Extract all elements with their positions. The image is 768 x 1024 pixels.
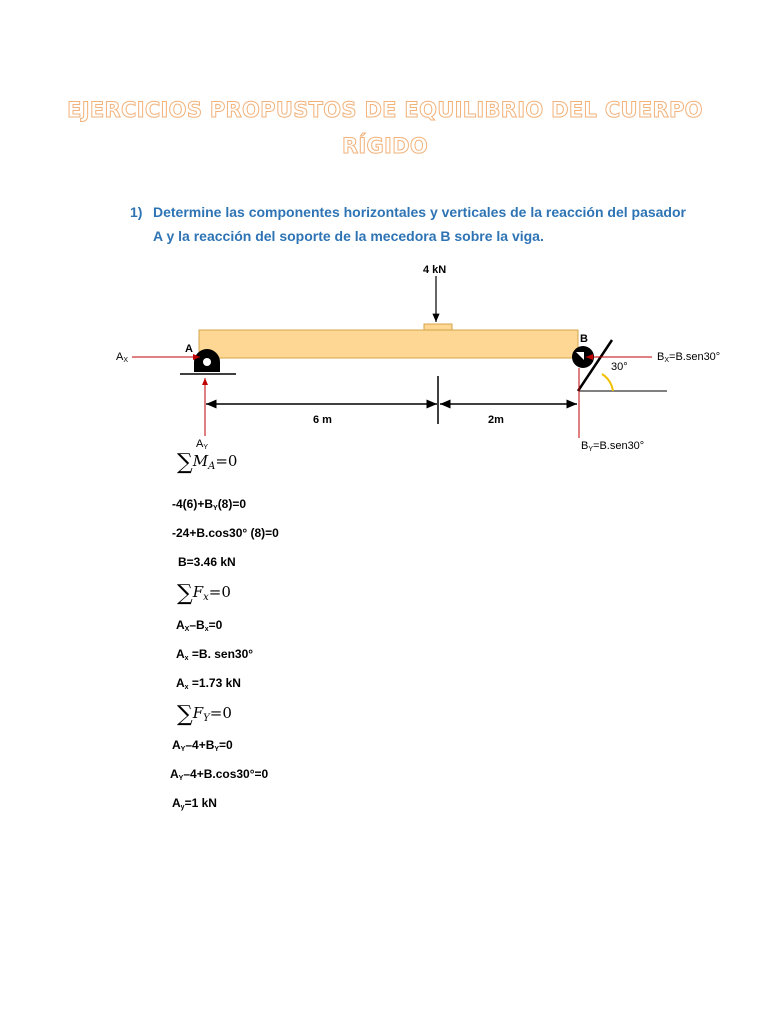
ax-label: $A_X$ xyxy=(116,351,129,364)
page-title: EJERCICIOS PROPUSTOS DE EQUILIBRIO DEL CUERPO RÍGIDO xyxy=(67,98,703,158)
a-label: A xyxy=(185,343,193,355)
dimension-2m-label: 2m xyxy=(488,414,504,426)
load-label: 4 kN xyxy=(423,264,447,276)
equation-3: B=3.46 kN xyxy=(178,555,236,569)
equation-4: $A_X-B_x=0$ xyxy=(176,618,223,633)
angle-arc xyxy=(602,374,613,391)
ay-label: $A_Y$ xyxy=(196,438,209,451)
load-plate xyxy=(424,324,452,330)
equation-7: $A_Y-4+B_Y=0$ xyxy=(172,738,233,753)
rocker-support-b xyxy=(572,340,612,391)
beam-diagram xyxy=(0,0,768,470)
equation-6: $A_x =1.73$ kN xyxy=(176,676,241,691)
equation-2: -24+B.cos30° (8)=0 xyxy=(172,526,279,540)
angle-label: 30° xyxy=(611,361,628,373)
sum-forces-y: $\sum F_Y=0$ xyxy=(177,702,232,727)
sum-forces-x: $\sum F_x=0$ xyxy=(177,581,231,606)
bx-label: $B_X=B.sen30^\circ$ xyxy=(657,351,721,364)
problem-text: Determine las componentes horizontales y verticales de la reacción del pasador A y la reacción del soporte de la mecedora B sobre la viga. xyxy=(153,204,686,244)
beam xyxy=(199,330,578,358)
sum-moments-a: $\sum M_A=0$ xyxy=(177,450,238,475)
equation-5: $A_x =B$. sen30° xyxy=(176,647,254,662)
problem-number: 1) xyxy=(130,204,143,220)
equation-9: $A_y=1$ kN xyxy=(172,796,217,811)
b-label: B xyxy=(580,333,588,345)
by-label: $B_Y=B.sen30^\circ$ xyxy=(581,440,645,453)
equation-1: $-4(6)+B_Y(8)=0$ xyxy=(172,497,247,512)
dimension-6m-label: 6 m xyxy=(313,414,332,426)
equation-8: $A_Y-4+B.\cos 30^\circ=0$ xyxy=(170,767,269,782)
